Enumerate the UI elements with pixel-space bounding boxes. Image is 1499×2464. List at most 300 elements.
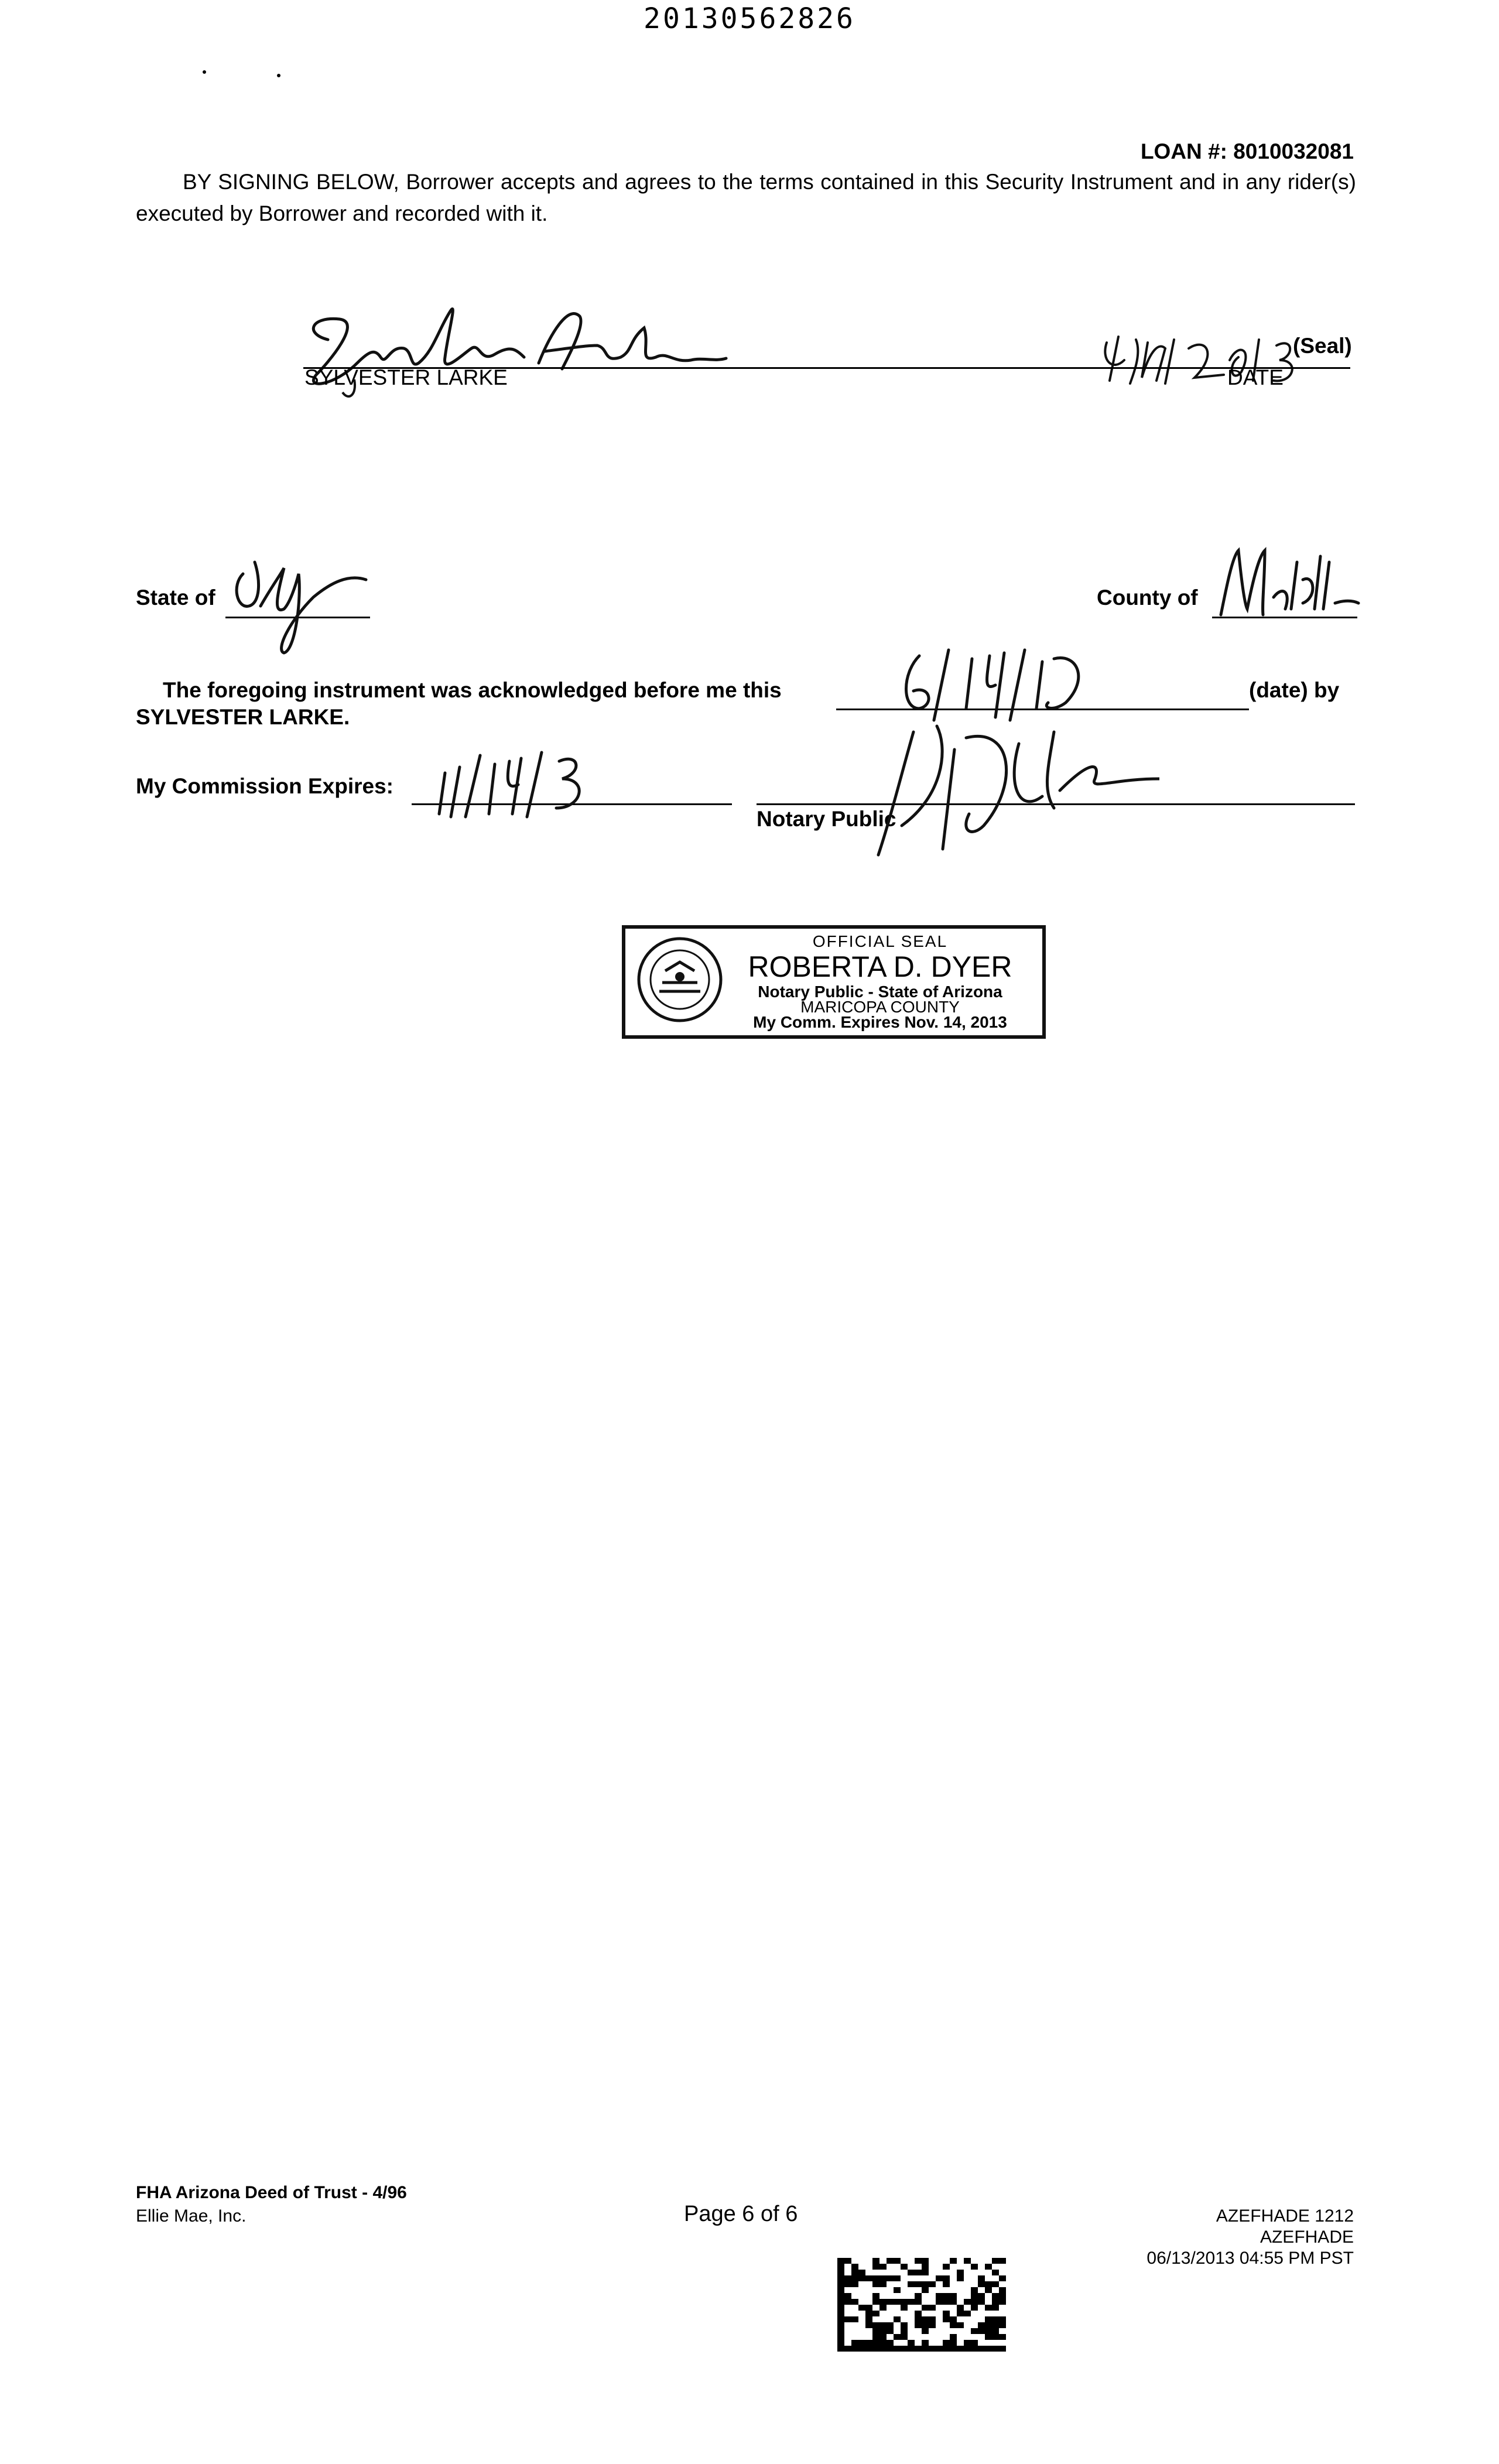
barcode-module: [858, 2328, 865, 2334]
barcode-module: [985, 2287, 992, 2293]
barcode-module: [992, 2340, 999, 2346]
barcode-module: [929, 2322, 936, 2328]
barcode-module: [872, 2328, 879, 2334]
barcode-module: [879, 2270, 887, 2275]
barcode-module: [985, 2322, 992, 2328]
barcode-module: [915, 2287, 922, 2293]
barcode-module: [844, 2299, 851, 2305]
barcode-module: [865, 2340, 872, 2346]
barcode-module: [964, 2316, 971, 2322]
barcode-module: [943, 2299, 950, 2305]
barcode-module: [943, 2270, 950, 2275]
barcode-module: [971, 2264, 978, 2270]
barcode-module: [908, 2299, 915, 2305]
barcode-module: [879, 2264, 887, 2270]
barcode-module: [964, 2340, 971, 2346]
barcode-module: [922, 2293, 929, 2299]
barcode-module: [851, 2299, 858, 2305]
barcode-module: [978, 2316, 985, 2322]
barcode-module: [999, 2299, 1006, 2305]
barcode-module: [887, 2305, 894, 2311]
barcode-module: [908, 2270, 915, 2275]
barcode-module: [992, 2334, 999, 2340]
barcode-module: [978, 2311, 985, 2316]
barcode-module: [985, 2305, 992, 2311]
barcode-module: [894, 2322, 901, 2328]
barcode-module: [851, 2322, 858, 2328]
barcode-module: [894, 2316, 901, 2322]
barcode-module: [978, 2293, 985, 2299]
barcode-module: [908, 2287, 915, 2293]
barcode-module: [978, 2340, 985, 2346]
barcode-module: [964, 2334, 971, 2340]
barcode-module: [971, 2334, 978, 2340]
barcode-module: [887, 2281, 894, 2287]
county-of-label: County of: [1097, 586, 1198, 610]
barcode-module: [971, 2311, 978, 2316]
barcode-module: [894, 2258, 901, 2264]
barcode-module: [879, 2275, 887, 2281]
barcode-module: [922, 2281, 929, 2287]
barcode-module: [936, 2328, 943, 2334]
barcode-module: [837, 2293, 844, 2299]
barcode-module: [922, 2328, 929, 2334]
barcode-module: [901, 2264, 908, 2270]
barcode-module: [872, 2322, 879, 2328]
barcode-module: [858, 2293, 865, 2299]
barcode-module: [865, 2293, 872, 2299]
barcode-module: [950, 2275, 957, 2281]
barcode-module: [894, 2281, 901, 2287]
barcode-module: [894, 2334, 901, 2340]
barcode-module: [957, 2264, 964, 2270]
barcode-module: [865, 2311, 872, 2316]
barcode-module: [957, 2305, 964, 2311]
signing-paragraph: BY SIGNING BELOW, Borrower accepts and agrees to the terms contained in this Security Instrument and in any rider(s) executed by Borrower and recorded with it.: [136, 170, 1356, 225]
barcode-module: [978, 2322, 985, 2328]
barcode-module: [950, 2322, 957, 2328]
barcode-module: [992, 2316, 999, 2322]
barcode-module: [950, 2316, 957, 2322]
barcode-module: [887, 2334, 894, 2340]
barcode-module: [872, 2334, 879, 2340]
barcode-module: [837, 2264, 844, 2270]
barcode-module: [851, 2305, 858, 2311]
barcode-module: [929, 2299, 936, 2305]
barcode-module: [844, 2281, 851, 2287]
barcode-module: [999, 2328, 1006, 2334]
barcode-module: [858, 2322, 865, 2328]
barcode-module: [999, 2322, 1006, 2328]
barcode-module: [901, 2316, 908, 2322]
barcode-module: [957, 2328, 964, 2334]
barcode-module: [887, 2322, 894, 2328]
barcode-module: [992, 2281, 999, 2287]
barcode-module: [992, 2299, 999, 2305]
barcode-module: [887, 2275, 894, 2281]
barcode-module: [879, 2340, 887, 2346]
barcode-module: [865, 2281, 872, 2287]
barcode-module: [992, 2322, 999, 2328]
barcode-module: [936, 2293, 943, 2299]
barcode-module: [851, 2334, 858, 2340]
barcode-module: [943, 2293, 950, 2299]
barcode-module: [865, 2275, 872, 2281]
barcode-module: [992, 2293, 999, 2299]
barcode-module: [837, 2305, 844, 2311]
barcode-module: [858, 2299, 865, 2305]
barcode-module: [971, 2328, 978, 2334]
barcode-module: [915, 2275, 922, 2281]
barcode-module: [872, 2264, 879, 2270]
barcode-module: [999, 2275, 1006, 2281]
barcode-module: [887, 2293, 894, 2299]
barcode-module: [837, 2316, 844, 2322]
barcode-module: [872, 2346, 879, 2352]
barcode-module: [950, 2270, 957, 2275]
barcode-module: [844, 2258, 851, 2264]
barcode-module: [851, 2293, 858, 2299]
barcode-module: [971, 2299, 978, 2305]
barcode-module: [908, 2346, 915, 2352]
barcode-module: [971, 2270, 978, 2275]
barcode-module: [908, 2311, 915, 2316]
barcode-module: [894, 2275, 901, 2281]
barcode-module: [858, 2281, 865, 2287]
barcode-module: [957, 2316, 964, 2322]
county-handwritten: [1215, 545, 1361, 627]
date-by-label: (date) by: [1249, 678, 1340, 702]
barcode-module: [844, 2305, 851, 2311]
seal-line-1: Notary Public - State of Arizona: [758, 983, 1002, 1001]
barcode-module: [915, 2340, 922, 2346]
barcode-module: [872, 2258, 879, 2264]
barcode-module: [978, 2328, 985, 2334]
barcode-module: [957, 2346, 964, 2352]
barcode-module: [950, 2340, 957, 2346]
barcode-module: [837, 2258, 844, 2264]
barcode-module: [943, 2258, 950, 2264]
barcode-module: [887, 2270, 894, 2275]
barcode-module: [999, 2334, 1006, 2340]
barcode-module: [851, 2258, 858, 2264]
barcode-module: [851, 2270, 858, 2275]
barcode-module: [999, 2270, 1006, 2275]
barcode-module: [936, 2340, 943, 2346]
barcode-module: [985, 2264, 992, 2270]
barcode-module: [999, 2293, 1006, 2299]
barcode-module: [894, 2328, 901, 2334]
barcode-module: [978, 2299, 985, 2305]
barcode-module: [950, 2299, 957, 2305]
barcode-module: [999, 2281, 1006, 2287]
barcode-module: [922, 2264, 929, 2270]
barcode-module: [985, 2328, 992, 2334]
barcode-module: [879, 2316, 887, 2322]
barcode-module: [950, 2258, 957, 2264]
barcode-module: [999, 2316, 1006, 2322]
barcode-module: [929, 2316, 936, 2322]
barcode-module: [844, 2275, 851, 2281]
barcode-module: [957, 2299, 964, 2305]
barcode-module: [901, 2334, 908, 2340]
barcode-module: [851, 2328, 858, 2334]
barcode-module: [915, 2322, 922, 2328]
barcode-module: [908, 2275, 915, 2281]
barcode-module: [971, 2316, 978, 2322]
barcode-module: [957, 2293, 964, 2299]
barcode-module: [985, 2270, 992, 2275]
barcode-module: [887, 2340, 894, 2346]
barcode-module: [879, 2305, 887, 2311]
print-timestamp: 06/13/2013 04:55 PM PST: [1147, 2249, 1354, 2268]
barcode-module: [992, 2258, 999, 2264]
barcode-module: [922, 2316, 929, 2322]
barcode-module: [978, 2281, 985, 2287]
barcode-module: [851, 2287, 858, 2293]
barcode-module: [950, 2311, 957, 2316]
barcode-module: [936, 2287, 943, 2293]
barcode-module: [887, 2316, 894, 2322]
barcode-module: [872, 2299, 879, 2305]
barcode-module: [865, 2264, 872, 2270]
barcode-module: [901, 2293, 908, 2299]
barcode-module: [964, 2328, 971, 2334]
barcode-module: [915, 2328, 922, 2334]
barcode-module: [964, 2287, 971, 2293]
barcode-module: [894, 2311, 901, 2316]
barcode-module: [858, 2340, 865, 2346]
barcode-module: [957, 2287, 964, 2293]
barcode-module: [915, 2264, 922, 2270]
barcode-module: [837, 2334, 844, 2340]
barcode-module: [922, 2322, 929, 2328]
barcode-module: [894, 2305, 901, 2311]
barcode-module: [943, 2287, 950, 2293]
barcode-module: [858, 2311, 865, 2316]
barcode-module: [837, 2322, 844, 2328]
barcode-module: [929, 2334, 936, 2340]
barcode-module: [887, 2258, 894, 2264]
barcode-module: [908, 2322, 915, 2328]
barcode-module: [964, 2305, 971, 2311]
barcode-module: [971, 2340, 978, 2346]
barcode-module: [978, 2275, 985, 2281]
barcode-module: [964, 2311, 971, 2316]
barcode-module: [943, 2328, 950, 2334]
barcode-module: [865, 2322, 872, 2328]
barcode-module: [936, 2281, 943, 2287]
barcode-module: [837, 2275, 844, 2281]
barcode-module: [978, 2258, 985, 2264]
barcode-module: [872, 2316, 879, 2322]
barcode-module: [936, 2346, 943, 2352]
barcode-module: [929, 2346, 936, 2352]
barcode-module: [964, 2293, 971, 2299]
barcode-module: [837, 2287, 844, 2293]
barcode-module: [872, 2311, 879, 2316]
barcode-module: [844, 2346, 851, 2352]
barcode-module: [908, 2305, 915, 2311]
barcode-module: [887, 2264, 894, 2270]
barcode-module: [908, 2340, 915, 2346]
barcode-module: [901, 2305, 908, 2311]
barcode-module: [943, 2322, 950, 2328]
barcode-module: [964, 2299, 971, 2305]
barcode-module: [858, 2258, 865, 2264]
barcode-module: [985, 2311, 992, 2316]
barcode-module: [957, 2281, 964, 2287]
barcode-module: [943, 2264, 950, 2270]
form-code-2: AZEFHADE: [1260, 2227, 1354, 2247]
barcode-module: [922, 2346, 929, 2352]
barcode-module: [929, 2287, 936, 2293]
notary-signature: [867, 714, 1159, 867]
barcode-module: [865, 2287, 872, 2293]
barcode-module: [879, 2287, 887, 2293]
barcode-module: [908, 2334, 915, 2340]
barcode-module: [879, 2299, 887, 2305]
barcode-module: [844, 2316, 851, 2322]
barcode-module: [894, 2264, 901, 2270]
barcode-module: [929, 2275, 936, 2281]
commission-handwritten-date: [433, 744, 609, 820]
barcode-module: [964, 2275, 971, 2281]
barcode-module: [936, 2258, 943, 2264]
state-handwritten: [225, 550, 372, 662]
barcode-module: [971, 2281, 978, 2287]
barcode-module: [844, 2293, 851, 2299]
barcode-module: [922, 2275, 929, 2281]
barcode-module: [851, 2340, 858, 2346]
barcode-module: [999, 2346, 1006, 2352]
speck-mark: [203, 70, 206, 74]
seal-line-3: My Comm. Expires Nov. 14, 2013: [753, 1013, 1007, 1031]
barcode-module: [985, 2258, 992, 2264]
barcode-module: [872, 2281, 879, 2287]
barcode-module: [936, 2334, 943, 2340]
barcode-module: [901, 2340, 908, 2346]
barcode-module: [879, 2346, 887, 2352]
barcode-module: [992, 2264, 999, 2270]
barcode-module: [943, 2305, 950, 2311]
barcode-module: [999, 2258, 1006, 2264]
barcode-module: [901, 2258, 908, 2264]
barcode-module: [964, 2264, 971, 2270]
barcode-module: [929, 2340, 936, 2346]
barcode-module: [879, 2293, 887, 2299]
barcode-module: [999, 2311, 1006, 2316]
barcode-module: [943, 2275, 950, 2281]
notary-seal-emblem-icon: [636, 936, 724, 1024]
barcode-module: [999, 2340, 1006, 2346]
barcode-module: [887, 2311, 894, 2316]
barcode-module: [992, 2311, 999, 2316]
barcode-module: [858, 2346, 865, 2352]
barcode-module: [971, 2322, 978, 2328]
barcode-module: [978, 2334, 985, 2340]
barcode-module: [915, 2258, 922, 2264]
barcode-module: [922, 2258, 929, 2264]
barcode-module: [936, 2305, 943, 2311]
barcode-module: [943, 2334, 950, 2340]
barcode-module: [851, 2311, 858, 2316]
barcode-module: [851, 2264, 858, 2270]
barcode-module: [929, 2328, 936, 2334]
barcode-module: [922, 2305, 929, 2311]
barcode-module: [837, 2346, 844, 2352]
barcode-module: [915, 2316, 922, 2322]
acknowledgment-text: The foregoing instrument was acknowledged before me this: [163, 678, 782, 702]
form-title: FHA Arizona Deed of Trust - 4/96: [136, 2183, 407, 2202]
barcode-module: [929, 2264, 936, 2270]
barcode-module: [971, 2293, 978, 2299]
barcode-module: [936, 2275, 943, 2281]
barcode-module: [837, 2311, 844, 2316]
barcode-module: [901, 2270, 908, 2275]
barcode-module: [943, 2316, 950, 2322]
barcode-module: [922, 2299, 929, 2305]
borrower-name: SYLVESTER LARKE: [304, 365, 508, 389]
barcode-module: [879, 2311, 887, 2316]
barcode-module: [922, 2287, 929, 2293]
barcode-module: [978, 2346, 985, 2352]
seal-name: ROBERTA D. DYER: [748, 950, 1012, 983]
barcode-module: [851, 2281, 858, 2287]
barcode-module: [879, 2258, 887, 2264]
barcode-module: [957, 2270, 964, 2275]
barcode-module: [844, 2287, 851, 2293]
barcode-module: [837, 2281, 844, 2287]
barcode-module: [865, 2334, 872, 2340]
barcode-module: [943, 2340, 950, 2346]
barcode-module: [894, 2346, 901, 2352]
barcode-module: [985, 2340, 992, 2346]
barcode-module: [985, 2346, 992, 2352]
barcode-module: [992, 2305, 999, 2311]
barcode-module: [922, 2340, 929, 2346]
barcode-module: [936, 2299, 943, 2305]
barcode-module: [887, 2328, 894, 2334]
barcode-module: [908, 2281, 915, 2287]
barcode-module: [971, 2287, 978, 2293]
barcode-module: [950, 2334, 957, 2340]
barcode-module: [992, 2270, 999, 2275]
seal-line-2: MARICOPA COUNTY: [800, 998, 960, 1016]
barcode-module: [915, 2293, 922, 2299]
barcode-module: [858, 2334, 865, 2340]
barcode-module: [936, 2311, 943, 2316]
barcode-module: [908, 2258, 915, 2264]
barcode-module: [964, 2346, 971, 2352]
loan-number: LOAN #: 8010032081: [1140, 139, 1354, 163]
barcode-module: [894, 2299, 901, 2305]
barcode-module: [964, 2322, 971, 2328]
barcode-module: [844, 2334, 851, 2340]
barcode-module: [950, 2346, 957, 2352]
barcode-module: [858, 2305, 865, 2311]
barcode-module: [865, 2258, 872, 2264]
barcode-module: [865, 2316, 872, 2322]
barcode-module: [837, 2340, 844, 2346]
barcode-module: [985, 2281, 992, 2287]
barcode-module: [929, 2311, 936, 2316]
barcode-module: [950, 2287, 957, 2293]
barcode-module: [894, 2293, 901, 2299]
barcode-module: [915, 2299, 922, 2305]
barcode-module: [950, 2281, 957, 2287]
barcode-module: [908, 2328, 915, 2334]
